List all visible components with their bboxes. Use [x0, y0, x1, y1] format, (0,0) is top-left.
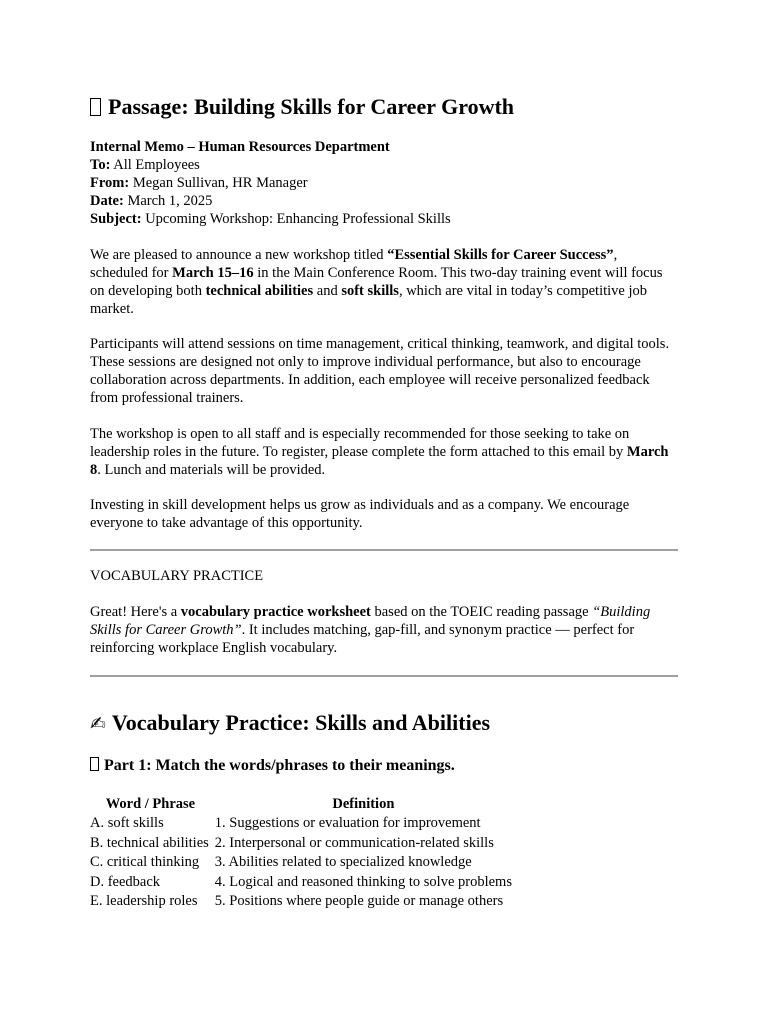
word-cell: C. critical thinking: [90, 854, 200, 871]
horizontal-divider: [90, 549, 678, 551]
page-title: [90, 92, 514, 122]
writing-hand-icon: ✍: [90, 713, 106, 735]
page-title-text: Passage: Building Skills for Career Growth: [108, 94, 515, 119]
definition-cell: 5. Positions where people guide or manage others: [214, 893, 504, 910]
memo-from-value: Megan Sullivan, HR Manager: [129, 175, 308, 191]
horizontal-divider: [90, 675, 678, 677]
soft-skills-term: soft skills: [341, 283, 399, 299]
part-1-title-text: Part 1: Match the words/phrases to their meanings.: [104, 757, 455, 774]
definition-cell: 2. Interpersonal or communication-related skills: [214, 834, 494, 851]
memo-subject-value: Upcoming Workshop: Enhancing Professional Skills: [141, 211, 451, 227]
memo-from-line: [90, 174, 451, 192]
technical-abilities-term: technical abilities: [205, 283, 314, 299]
p3-text-2: . Lunch and materials will be provided.: [97, 462, 326, 478]
column-header-definition: Definition: [332, 796, 395, 812]
word-cell: A. soft skills: [90, 815, 164, 831]
table-row: [88, 834, 514, 854]
intro-text-3: . It includes matching, gap-fill, and synonym practice — perfect for reinforcing workplace English vocabulary.: [90, 622, 635, 656]
memo-subject-line: [90, 210, 451, 228]
p3-text-1: The workshop is open to all staff and is especially recommended for those seeking to take on leadership roles in the future. To register, please complete the form attached to this email by: [90, 426, 630, 460]
paragraph-announcement: [90, 246, 678, 318]
workshop-dates: March 15–16: [172, 265, 254, 281]
p1-text-3: in the Main Conference Room. This two-day training event will focus on developing both: [90, 265, 663, 299]
memo-subject-label: Subject:: [90, 211, 142, 227]
section-title-text: Vocabulary Practice: Skills and Abilities: [111, 710, 491, 735]
memo-to-value: All Employees: [110, 157, 200, 173]
p1-text-1: We are pleased to announce a new workshop titled: [90, 247, 388, 263]
table-row: [88, 873, 514, 893]
paragraph-sessions: Participants will attend sessions on time management, critical thinking, teamwork, and digital tools. These sessions are designed not only to improve individual performance, but also to encourage collaboration across departments. In addition, each employee will receive personalized feedback from professional trainers.: [90, 336, 670, 406]
definition-cell: 1. Suggestions or evaluation for improvement: [214, 815, 481, 831]
paragraph-registration: [90, 425, 678, 479]
memo-date-value: March 1, 2025: [123, 193, 213, 209]
word-cell: B. technical abilities: [90, 834, 209, 851]
memo-header: [90, 138, 451, 228]
p1-text-4: and: [313, 283, 342, 299]
paragraph-closing: Investing in skill development helps us grow as individuals and as a company. We encourage everyone to take advantage of this opportunity.: [90, 497, 630, 531]
section-title: [90, 708, 490, 739]
table-header-row: [88, 794, 514, 814]
matching-table: [88, 794, 514, 912]
column-header-word: Word / Phrase: [105, 796, 196, 812]
book-icon: [90, 98, 101, 116]
worksheet-intro: [90, 603, 678, 657]
definition-cell: 4. Logical and reasoned thinking to solve problems: [214, 873, 512, 890]
vocabulary-practice-label: VOCABULARY PRACTICE: [90, 568, 264, 584]
memo-to-line: [90, 156, 451, 174]
word-cell: D. feedback: [90, 873, 161, 890]
definition-cell: 3. Abilities related to specialized knowledge: [214, 854, 472, 871]
p1-text-5: , which are vital in today’s competitive job market.: [90, 283, 648, 317]
passage-title-reference: “Building Skills for Career Growth”: [90, 604, 651, 638]
table-row: [88, 814, 514, 834]
word-cell: E. leadership roles: [90, 893, 198, 910]
memo-date-label: Date:: [90, 193, 124, 209]
clipboard-icon: [90, 757, 99, 771]
memo-to-label: To:: [90, 157, 111, 173]
worksheet-term: vocabulary practice worksheet: [180, 604, 371, 620]
p1-text-2: , scheduled for: [90, 247, 618, 281]
memo-from-label: From:: [90, 175, 130, 191]
memo-date-line: [90, 192, 451, 210]
table-row: [88, 892, 514, 912]
workshop-title: “Essential Skills for Career Success”: [387, 247, 614, 263]
table-row: [88, 853, 514, 873]
part-1-title: [90, 756, 455, 776]
memo-heading: Internal Memo – Human Resources Department: [90, 139, 390, 155]
intro-text-1: Great! Here's a: [90, 604, 181, 620]
intro-text-2: based on the TOEIC reading passage: [370, 604, 593, 620]
registration-deadline: March 8: [90, 444, 669, 478]
